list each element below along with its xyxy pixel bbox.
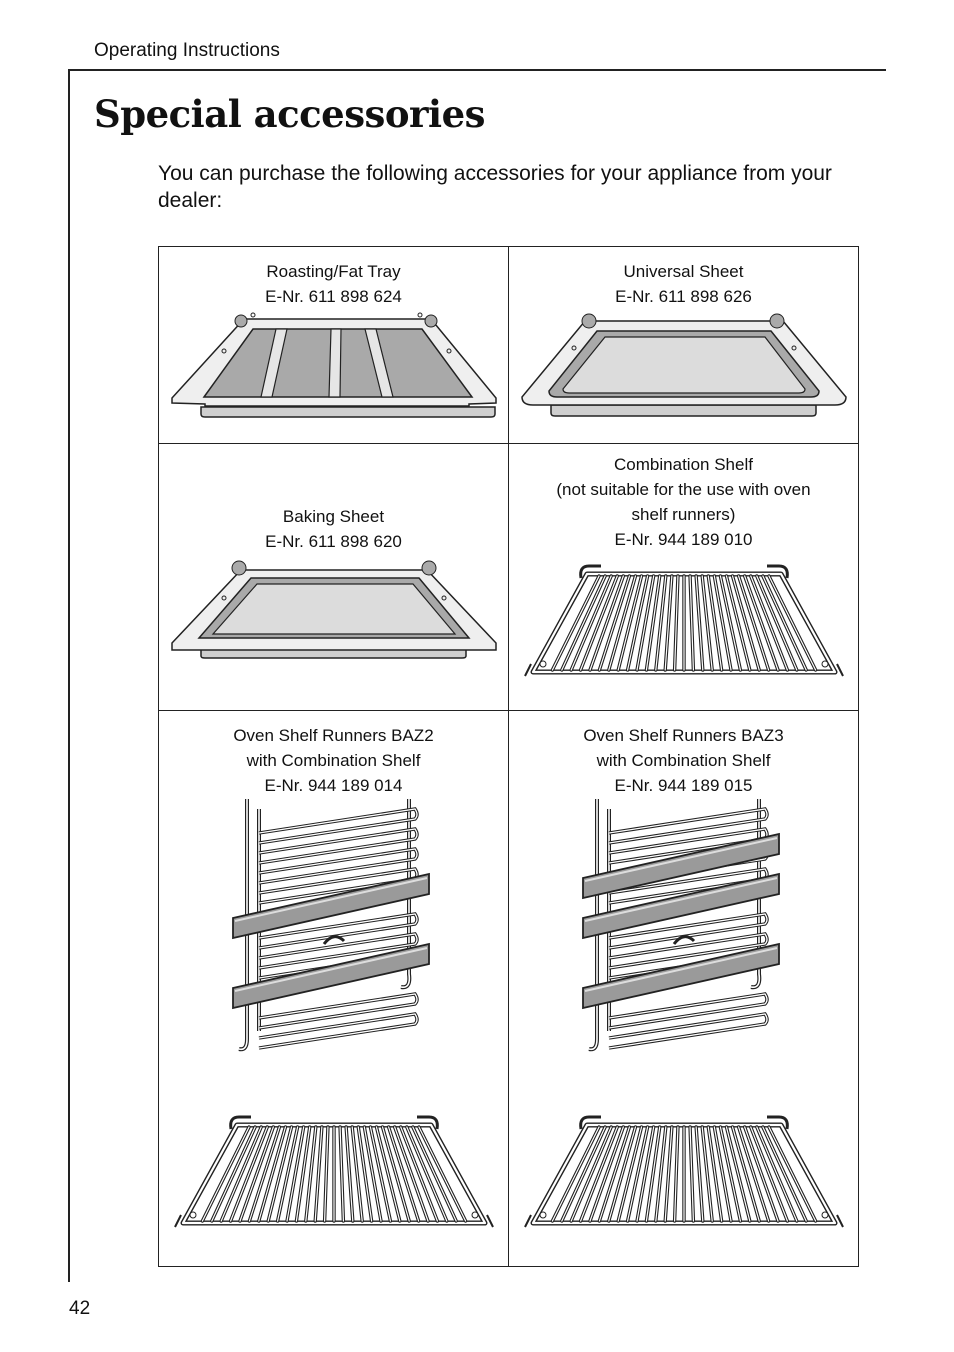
baking-sheet-illustration: [169, 558, 499, 668]
accessory-subtitle: with Combination Shelf: [596, 751, 771, 770]
accessory-part-number: E-Nr. 611 898 624: [265, 287, 402, 306]
header-rule: [69, 69, 886, 71]
accessory-caption: [509, 259, 858, 309]
accessory-cell-runners-baz3: [509, 711, 858, 1266]
accessory-cell-roasting-tray: [159, 247, 509, 444]
accessory-caption: [159, 723, 508, 798]
accessory-cell-universal-sheet: [509, 247, 858, 444]
accessory-caption: [509, 452, 858, 552]
accessory-caption: [509, 723, 858, 798]
accessory-part-number: E-Nr. 611 898 626: [615, 287, 752, 306]
page-title: Special accessories: [94, 92, 485, 136]
margin-rule: [68, 69, 70, 1282]
accessories-table: [158, 246, 859, 1267]
accessory-caption: [159, 259, 508, 309]
accessory-name: Oven Shelf Runners BAZ3: [583, 726, 784, 745]
accessory-name: Baking Sheet: [282, 507, 385, 526]
intro-paragraph: You can purchase the following accessories for your appliance from your dealer:: [158, 162, 832, 212]
accessory-cell-baking-sheet: [159, 444, 509, 711]
accessory-name: Combination Shelf: [614, 455, 753, 474]
combination-shelf-illustration: [169, 1111, 499, 1236]
accessory-caption: [159, 504, 508, 554]
accessory-note: shelf runners): [631, 505, 736, 524]
accessory-cell-runners-baz2: [159, 711, 509, 1266]
accessory-subtitle: with Combination Shelf: [246, 751, 421, 770]
accessory-part-number: E-Nr. 944 189 010: [614, 530, 753, 549]
combination-shelf-illustration: [519, 1111, 849, 1236]
accessory-name: Oven Shelf Runners BAZ2: [233, 726, 434, 745]
shelf-runners-illustration: [229, 799, 439, 1069]
accessory-name: Roasting/Fat Tray: [266, 262, 401, 281]
accessory-part-number: E-Nr. 944 189 014: [264, 776, 403, 795]
accessory-cell-combination-shelf: [509, 444, 858, 711]
accessory-name: Universal Sheet: [623, 262, 744, 281]
accessory-part-number: E-Nr. 944 189 015: [614, 776, 753, 795]
page-number: 42: [69, 1298, 91, 1319]
shelf-runners-illustration: [579, 799, 789, 1069]
section-header: Operating Instructions: [94, 40, 280, 61]
accessory-part-number: E-Nr. 611 898 620: [265, 532, 402, 551]
combination-shelf-illustration: [519, 560, 849, 685]
accessory-note: (not suitable for the use with oven: [556, 480, 811, 499]
universal-sheet-illustration: [519, 311, 849, 421]
roasting-tray-illustration: [169, 311, 499, 421]
